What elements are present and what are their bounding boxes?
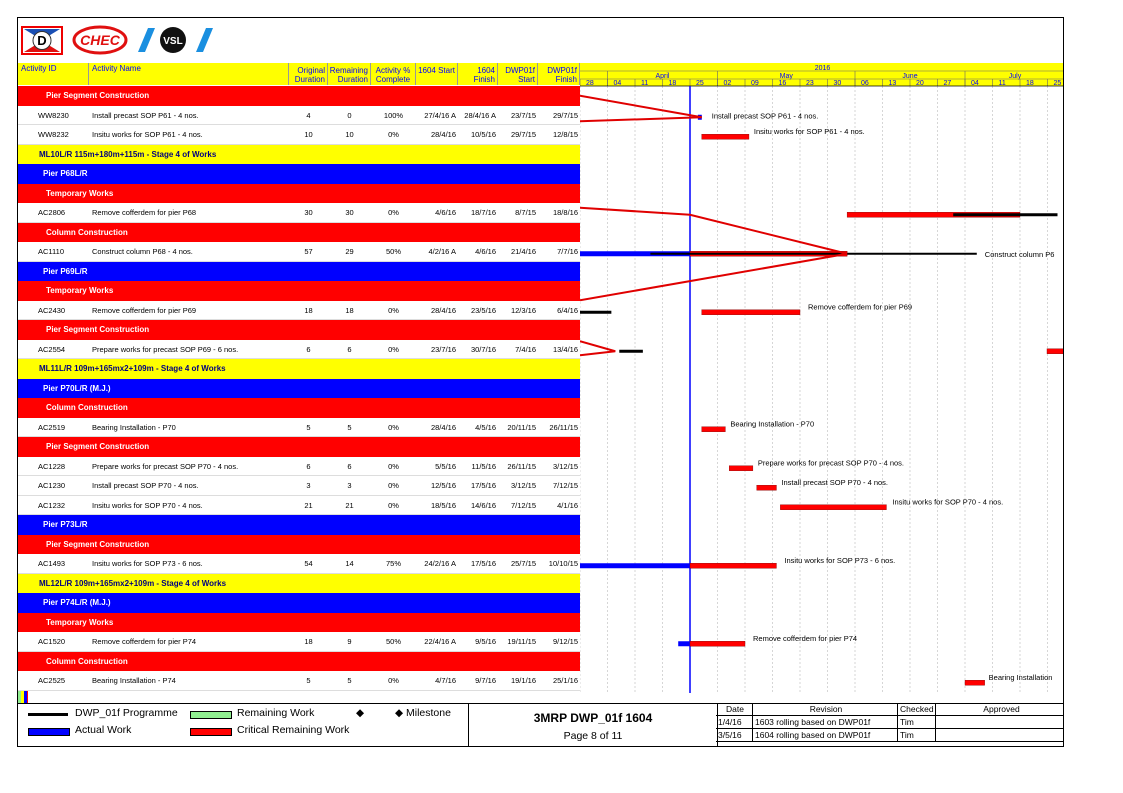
cell-remaining-duration: 0 bbox=[347, 110, 352, 120]
cell-remaining-duration: 14 bbox=[345, 559, 354, 568]
gantt-bar bbox=[650, 253, 976, 255]
vsl-logo-text: VSL bbox=[163, 36, 183, 47]
legend-programme-swatch bbox=[28, 713, 68, 716]
cell-activity-id: AC1110 bbox=[38, 247, 64, 256]
rev-row-2-revision: 1604 rolling based on DWP01f bbox=[753, 729, 898, 742]
col-header-activity-name[interactable]: Activity Name bbox=[89, 63, 289, 85]
bar-label: Remove cofferdem for pier P74 bbox=[753, 633, 858, 643]
chec-logo-text: CHEC bbox=[80, 32, 120, 48]
bar-label: Install precast SOP P70 - 4 nos. bbox=[781, 477, 889, 487]
cell-1604-finish: 18/7/16 bbox=[470, 208, 496, 217]
cell-activity-name: Remove cofferdem for pier P74 bbox=[92, 637, 197, 646]
wbs-band[interactable]: Pier Segment Construction bbox=[18, 320, 580, 340]
relationship-line bbox=[580, 254, 847, 301]
table-row[interactable] bbox=[18, 671, 580, 691]
cell-dwp01f-finish: 13/4/16 bbox=[552, 344, 578, 354]
cell-remaining-duration: 10 bbox=[345, 130, 354, 139]
cell-remaining-duration: 21 bbox=[345, 500, 354, 510]
cell-1604-start: 27/4/16 A bbox=[424, 110, 456, 120]
timescale-week-label: 11 bbox=[641, 80, 649, 87]
timescale-week-label: 02 bbox=[723, 80, 732, 87]
cell-original-duration: 21 bbox=[304, 500, 313, 510]
cell-percent-complete: 0% bbox=[388, 422, 399, 432]
cell-original-duration: 4 bbox=[306, 110, 311, 120]
gantt-bar bbox=[619, 350, 643, 353]
cell-original-duration: 3 bbox=[306, 481, 311, 490]
chec-logo bbox=[74, 27, 126, 53]
wbs-band[interactable]: Temporary Works bbox=[18, 184, 580, 204]
cell-dwp01f-start: 21/4/16 bbox=[510, 247, 536, 256]
wbs-band[interactable]: Pier P69L/R bbox=[18, 262, 580, 282]
wbs-band[interactable]: Pier Segment Construction bbox=[18, 535, 580, 555]
cell-dwp01f-start: 29/7/15 bbox=[510, 130, 536, 139]
cell-activity-id: AC2519 bbox=[38, 422, 66, 432]
table-row[interactable] bbox=[18, 125, 580, 145]
cell-activity-id: AC2525 bbox=[38, 676, 66, 685]
table-row[interactable] bbox=[18, 242, 580, 262]
cell-1604-finish: 4/5/16 bbox=[475, 422, 496, 432]
cell-activity-id: AC1230 bbox=[38, 481, 66, 490]
cell-dwp01f-finish: 29/7/15 bbox=[552, 110, 578, 120]
cell-original-duration: 5 bbox=[306, 422, 311, 432]
cell-activity-name: Remove cofferdem for pier P68 bbox=[92, 208, 197, 217]
cell-1604-start: 4/7/16 bbox=[435, 676, 456, 685]
gantt-bar bbox=[702, 134, 749, 139]
cell-1604-finish: 9/5/16 bbox=[475, 637, 496, 646]
table-row[interactable] bbox=[18, 418, 580, 438]
schedule-sheet bbox=[17, 17, 1064, 747]
cell-percent-complete: 0% bbox=[388, 305, 399, 315]
timescale-week-label: 16 bbox=[778, 80, 787, 87]
bar-label: Bearing Installation - P70 bbox=[730, 419, 815, 429]
cell-percent-complete: 0% bbox=[388, 344, 399, 354]
timescale-week-label: 27 bbox=[943, 80, 952, 87]
cell-dwp01f-start: 12/3/16 bbox=[510, 305, 536, 315]
wbs-band[interactable]: Pier P68L/R bbox=[18, 164, 580, 184]
cell-1604-start: 28/4/16 bbox=[430, 305, 456, 315]
d-logo-text: D bbox=[37, 33, 47, 48]
gantt-bar bbox=[953, 213, 1057, 216]
timescale-month-label: May bbox=[779, 73, 793, 80]
table-row[interactable] bbox=[18, 203, 580, 223]
legend-milestone-label: ◆ Milestone bbox=[395, 707, 451, 719]
cell-remaining-duration: 3 bbox=[347, 481, 352, 490]
gantt-bar bbox=[690, 563, 776, 568]
cell-activity-name: Bearing Installation - P74 bbox=[92, 676, 176, 685]
timescale-week-label: 25 bbox=[1053, 80, 1062, 87]
cell-1604-finish: 17/5/16 bbox=[470, 559, 496, 568]
timescale-week-label: 25 bbox=[696, 80, 704, 87]
cell-original-duration: 18 bbox=[304, 305, 313, 315]
cell-remaining-duration: 18 bbox=[345, 305, 354, 315]
cell-original-duration: 18 bbox=[304, 637, 313, 646]
legend-critical-label: Critical Remaining Work bbox=[237, 724, 350, 736]
timescale-month-label: April bbox=[655, 73, 670, 80]
table-row[interactable] bbox=[18, 457, 580, 477]
wbs-band[interactable]: Column Construction bbox=[18, 223, 580, 243]
cell-dwp01f-finish: 6/4/16 bbox=[557, 305, 578, 315]
timescale-week-label: 30 bbox=[833, 80, 842, 87]
timescale-week-label: 28 bbox=[586, 80, 594, 87]
cell-percent-complete: 0% bbox=[388, 130, 399, 139]
bar-label: Prepare works for precast SOP P70 - 4 nos. bbox=[757, 458, 905, 468]
wbs-band[interactable]: ML12L/R 109m+165mx2+109m - Stage 4 of Works bbox=[18, 574, 580, 594]
rev-header-date: Date bbox=[716, 703, 753, 716]
timescale-week-label: 06 bbox=[861, 80, 869, 87]
cell-1604-finish: 17/5/16 bbox=[470, 481, 496, 490]
timescale-week-label: 04 bbox=[971, 80, 979, 87]
cell-remaining-duration: 30 bbox=[345, 208, 354, 217]
cell-activity-name: Construct column P68 - 4 nos. bbox=[92, 247, 193, 256]
cell-dwp01f-start: 19/11/15 bbox=[507, 637, 536, 646]
cell-percent-complete: 100% bbox=[383, 110, 404, 120]
cell-dwp01f-start: 7/12/15 bbox=[510, 500, 536, 510]
cell-dwp01f-start: 26/11/15 bbox=[507, 461, 536, 471]
gantt-bar bbox=[580, 311, 611, 314]
cell-1604-finish: 9/7/16 bbox=[475, 676, 496, 685]
table-row[interactable] bbox=[18, 301, 580, 321]
cell-percent-complete: 0% bbox=[388, 481, 399, 490]
cell-dwp01f-finish: 7/7/16 bbox=[557, 247, 578, 256]
cell-1604-start: 4/2/16 A bbox=[428, 247, 456, 256]
timescale-week-label: 04 bbox=[613, 80, 622, 87]
col-header-remaining-duration[interactable]: Remaining Duration bbox=[328, 63, 371, 85]
cell-dwp01f-finish: 10/10/15 bbox=[548, 559, 578, 568]
relationship-line bbox=[580, 96, 702, 118]
gantt-bar bbox=[780, 505, 886, 510]
legend-programme-label: DWP_01f Programme bbox=[75, 707, 178, 719]
wbs-band[interactable]: Pier P70L/R (M.J.) bbox=[18, 379, 580, 399]
cell-activity-name: Install precast SOP P70 - 4 nos. bbox=[92, 481, 199, 490]
rev-row-2-approved bbox=[936, 729, 1064, 742]
page-number: Page 8 of 11 bbox=[563, 730, 623, 742]
cell-activity-id: AC1520 bbox=[38, 637, 66, 646]
cell-activity-id: AC2430 bbox=[38, 305, 66, 315]
relationship-line bbox=[580, 341, 615, 355]
cell-dwp01f-finish: 12/8/15 bbox=[552, 130, 578, 139]
rev-header-approved: Approved bbox=[936, 703, 1064, 716]
cell-original-duration: 54 bbox=[304, 559, 313, 568]
timescale-week-label: 13 bbox=[888, 80, 897, 87]
legend-actual-swatch bbox=[28, 728, 70, 736]
cell-percent-complete: 50% bbox=[385, 637, 401, 646]
gantt-bar bbox=[729, 466, 753, 471]
bar-label: Construct column P6 bbox=[984, 249, 1055, 259]
wbs-band[interactable]: Pier P74L/R (M.J.) bbox=[18, 593, 580, 613]
col-header-percent-complete[interactable]: Activity % Complete bbox=[371, 63, 416, 85]
timescale-week-label: 18 bbox=[668, 80, 677, 87]
cell-1604-start: 23/7/16 bbox=[430, 344, 456, 354]
rev-row-1-checked: Tim bbox=[898, 716, 936, 729]
cell-remaining-duration: 6 bbox=[347, 344, 352, 354]
cell-percent-complete: 75% bbox=[385, 559, 401, 568]
cell-1604-start: 22/4/16 A bbox=[424, 637, 456, 646]
cell-remaining-duration: 5 bbox=[347, 676, 352, 685]
cell-activity-id: WW8230 bbox=[38, 110, 69, 120]
gantt-bar bbox=[690, 641, 745, 646]
cell-1604-start: 4/6/16 bbox=[435, 208, 456, 217]
cell-dwp01f-start: 19/1/16 bbox=[510, 676, 536, 685]
wbs-band[interactable]: Pier P73L/R bbox=[18, 515, 580, 535]
cell-remaining-duration: 5 bbox=[347, 422, 352, 432]
gantt-bar bbox=[580, 563, 690, 568]
company-logos bbox=[18, 18, 218, 63]
table-row[interactable] bbox=[18, 340, 580, 360]
d-logo bbox=[22, 27, 62, 54]
timescale-month-label: July bbox=[1008, 73, 1022, 80]
bar-label: Insitu works for SOP P73 - 6 nos. bbox=[784, 555, 896, 565]
col-header-dwp01f-finish[interactable]: DWP01f Finish bbox=[538, 63, 580, 85]
cell-percent-complete: 0% bbox=[388, 500, 399, 510]
col-header-dwp01f-start[interactable]: DWP01f Start bbox=[498, 63, 538, 85]
wbs-band[interactable]: Pier Segment Construction bbox=[18, 437, 580, 457]
relationship-line bbox=[580, 208, 847, 254]
wbs-band[interactable]: ML10L/R 115m+180m+115m - Stage 4 of Works bbox=[18, 145, 580, 165]
cell-original-duration: 6 bbox=[306, 461, 311, 471]
bar-label: Insitu works for SOP P61 - 4 nos. bbox=[753, 126, 865, 136]
cell-1604-start: 24/2/16 A bbox=[424, 559, 456, 568]
cell-original-duration: 57 bbox=[304, 247, 313, 256]
table-row[interactable] bbox=[18, 496, 580, 516]
gantt-chart bbox=[580, 63, 1064, 693]
cell-dwp01f-finish: 18/8/16 bbox=[552, 208, 578, 217]
cell-percent-complete: 0% bbox=[388, 461, 399, 471]
cell-1604-start: 5/5/16 bbox=[435, 461, 456, 471]
cell-activity-name: Bearing Installation - P70 bbox=[92, 422, 176, 432]
cell-dwp01f-start: 25/7/15 bbox=[510, 559, 536, 568]
logo-strip bbox=[18, 18, 1064, 63]
legend-milestone-icon: ◆ bbox=[356, 707, 365, 719]
gantt-bar bbox=[702, 310, 800, 315]
rev-row-1-approved bbox=[936, 716, 1064, 729]
cell-1604-finish: 28/4/16 A bbox=[464, 110, 496, 120]
cell-dwp01f-finish: 4/1/16 bbox=[557, 500, 578, 510]
cell-activity-name: Remove cofferdem for pier P69 bbox=[92, 305, 197, 315]
bar-label: Remove cofferdem for pier P69 bbox=[808, 302, 913, 312]
legend-remaining-swatch bbox=[190, 711, 232, 719]
cell-remaining-duration: 29 bbox=[345, 247, 354, 256]
revision-table bbox=[716, 703, 1064, 747]
cell-1604-start: 12/5/16 bbox=[430, 481, 456, 490]
table-row[interactable] bbox=[18, 632, 580, 652]
col-header-activity-id[interactable]: Activity ID bbox=[18, 63, 89, 85]
gantt-bar bbox=[1047, 349, 1064, 354]
wbs-band[interactable]: Column Construction bbox=[18, 652, 580, 672]
cell-original-duration: 6 bbox=[306, 344, 311, 354]
cell-remaining-duration: 9 bbox=[347, 637, 352, 646]
cell-1604-start: 28/4/16 bbox=[430, 130, 456, 139]
cell-activity-name: Insitu works for SOP P73 - 6 nos. bbox=[92, 559, 203, 568]
table-row[interactable] bbox=[18, 554, 580, 574]
cell-original-duration: 10 bbox=[304, 130, 313, 139]
bar-label: Insitu works for SOP P70 - 4 nos. bbox=[892, 497, 1004, 507]
cell-1604-start: 28/4/16 bbox=[430, 422, 456, 432]
cell-activity-id: AC1232 bbox=[38, 500, 66, 510]
gantt-bar bbox=[702, 427, 726, 432]
cell-activity-id: AC2806 bbox=[38, 208, 66, 217]
legend-critical-swatch bbox=[190, 728, 232, 736]
timescale-week-label: 20 bbox=[916, 80, 924, 87]
cell-activity-name: Prepare works for precast SOP P69 - 6 nos. bbox=[92, 344, 239, 354]
cell-1604-finish: 10/5/16 bbox=[470, 130, 496, 139]
wbs-band[interactable]: Pier Segment Construction bbox=[18, 86, 580, 106]
legend-actual-label: Actual Work bbox=[75, 724, 132, 736]
gantt-bar bbox=[678, 641, 690, 646]
timescale-year: 2016 bbox=[814, 65, 831, 72]
wbs-band[interactable]: ML11L/R 109m+165mx2+109m - Stage 4 of Works bbox=[18, 359, 580, 379]
legend-remaining-label: Remaining Work bbox=[237, 707, 315, 719]
cell-dwp01f-start: 23/7/15 bbox=[510, 110, 536, 120]
cell-activity-name: Insitu works for SOP P61 - 4 nos. bbox=[92, 130, 203, 139]
wbs-band[interactable]: Temporary Works bbox=[18, 613, 580, 633]
cell-dwp01f-finish: 9/12/15 bbox=[552, 637, 578, 646]
rev-header-revision: Revision bbox=[753, 703, 898, 716]
relationship-line bbox=[580, 117, 702, 121]
col-header-1604-finish[interactable]: 1604 Finish bbox=[458, 63, 498, 85]
rev-row-1-revision: 1603 rolling based on DWP01f bbox=[753, 716, 898, 729]
cell-dwp01f-finish: 3/12/15 bbox=[552, 461, 578, 471]
cell-dwp01f-start: 3/12/15 bbox=[510, 481, 536, 490]
col-header-1604-start[interactable]: 1604 Start bbox=[416, 63, 458, 85]
cell-1604-finish: 23/5/16 bbox=[470, 305, 496, 315]
cell-percent-complete: 0% bbox=[388, 208, 399, 217]
cell-1604-finish: 14/6/16 bbox=[470, 500, 496, 510]
cell-remaining-duration: 6 bbox=[347, 461, 352, 471]
gantt-bar bbox=[757, 485, 777, 490]
cell-original-duration: 5 bbox=[306, 676, 311, 685]
timescale-week-label: 23 bbox=[806, 80, 814, 87]
cell-activity-id: AC1493 bbox=[38, 559, 66, 568]
table-row[interactable] bbox=[18, 106, 580, 126]
cell-dwp01f-start: 20/11/15 bbox=[507, 422, 536, 432]
rev-header-checked: Checked bbox=[898, 703, 936, 716]
wbs-band[interactable]: Temporary Works bbox=[18, 281, 580, 301]
cell-percent-complete: 0% bbox=[388, 676, 399, 685]
bar-label: Bearing Installation bbox=[988, 672, 1053, 682]
timescale-week-label: 11 bbox=[998, 80, 1006, 87]
cell-dwp01f-finish: 26/11/15 bbox=[549, 422, 578, 432]
cell-activity-name: Insitu works for SOP P70 - 4 nos. bbox=[92, 500, 203, 510]
cell-1604-finish: 11/5/16 bbox=[471, 461, 496, 471]
timescale-week-label: 18 bbox=[1026, 80, 1034, 87]
cell-percent-complete: 50% bbox=[385, 247, 401, 256]
rev-row-2-checked: Tim bbox=[898, 729, 936, 742]
cell-1604-finish: 30/7/16 bbox=[470, 344, 496, 354]
cell-1604-start: 18/5/16 bbox=[430, 500, 456, 510]
cell-dwp01f-finish: 7/12/15 bbox=[552, 481, 578, 490]
cell-original-duration: 30 bbox=[304, 208, 313, 217]
gantt-bar bbox=[965, 680, 985, 685]
schedule-title: 3MRP DWP_01f 1604 bbox=[533, 711, 653, 725]
wbs-band[interactable]: Column Construction bbox=[18, 398, 580, 418]
rev-row-2-date: 3/5/16 bbox=[716, 729, 753, 742]
rev-row-1-date: 1/4/16 bbox=[716, 716, 753, 729]
timescale-month-label: June bbox=[902, 73, 918, 80]
cell-dwp01f-finish: 25/1/16 bbox=[552, 676, 578, 685]
cell-activity-id: WW8232 bbox=[38, 130, 69, 139]
cell-activity-id: AC2554 bbox=[38, 344, 66, 354]
timescale-week-label: 09 bbox=[751, 80, 759, 87]
cell-activity-name: Install precast SOP P61 - 4 nos. bbox=[92, 110, 199, 120]
col-header-original-duration[interactable]: Original Duration bbox=[289, 63, 328, 85]
title-block bbox=[468, 703, 718, 747]
bar-label: Install precast SOP P61 - 4 nos. bbox=[711, 111, 819, 121]
cell-1604-finish: 4/6/16 bbox=[475, 247, 496, 256]
cell-activity-name: Prepare works for precast SOP P70 - 4 nos. bbox=[92, 461, 239, 471]
cell-dwp01f-start: 7/4/16 bbox=[515, 344, 536, 354]
table-row[interactable] bbox=[18, 476, 580, 496]
cell-dwp01f-start: 8/7/15 bbox=[515, 208, 536, 217]
vsl-logo bbox=[138, 27, 213, 53]
cell-activity-id: AC1228 bbox=[38, 461, 66, 471]
